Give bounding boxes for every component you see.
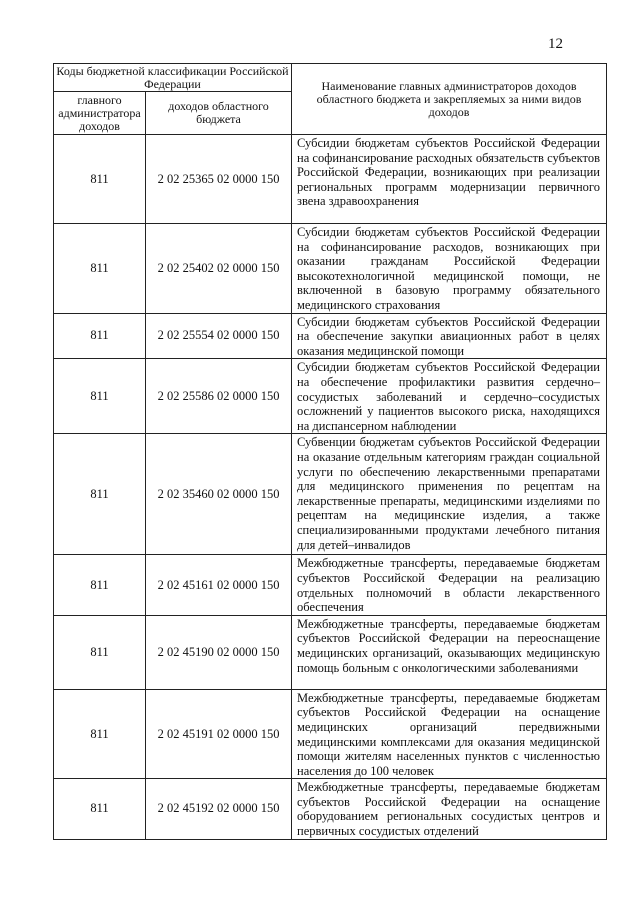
page-number: 12 bbox=[548, 36, 563, 52]
header-income-column: доходов областного бюджета bbox=[146, 92, 292, 135]
table-row bbox=[54, 313, 607, 359]
income-description: Межбюджетные трансферты, передаваемые бюджетам субъектов Российской Федерации на оснащение медицинских организаций передвижными медицинскими комплексами для оказания медицинской помощи жителям населенных пунктов с численностью населения до 100 человек bbox=[292, 689, 607, 779]
income-description: Субсидии бюджетам субъектов Российской Федерации на обеспечение профилактики развития сердечно–сосудистых заболеваний и сердечно–сосудистых осложнений у пациентов высокого риска, находящихся на диспансерном наблюдении bbox=[292, 359, 607, 434]
income-code: 2 02 25365 02 0000 150 bbox=[146, 135, 292, 224]
admin-code: 811 bbox=[54, 313, 146, 359]
table-row bbox=[54, 615, 607, 689]
header-admin-column: главного администратора доходов bbox=[54, 92, 146, 135]
income-description: Субсидии бюджетам субъектов Российской Федерации на обеспечение закупки авиационных работ в целях оказания медицинской помощи bbox=[292, 313, 607, 359]
table-row bbox=[54, 224, 607, 314]
admin-code: 811 bbox=[54, 779, 146, 839]
admin-code: 811 bbox=[54, 224, 146, 314]
table-row bbox=[54, 689, 607, 779]
admin-code: 811 bbox=[54, 135, 146, 224]
income-description: Межбюджетные трансферты, передаваемые бюджетам субъектов Российской Федерации на переоснащение медицинских организаций, оказывающих медицинскую помощь больным с онкологическими заболеваниями bbox=[292, 615, 607, 689]
table-row bbox=[54, 779, 607, 839]
income-code: 2 02 45161 02 0000 150 bbox=[146, 555, 292, 615]
income-code: 2 02 25402 02 0000 150 bbox=[146, 224, 292, 314]
income-code: 2 02 25586 02 0000 150 bbox=[146, 359, 292, 434]
income-description: Субвенции бюджетам субъектов Российской Федерации на оказание отдельным категориям граждан социальной услуги по обеспечению лекарственными препаратами для медицинского применения по рецептам на лекарственные препараты, медицинскими изделиями по рецептам на медицинские изделия, а также специализированными продуктами лечебного питания для детей–инвалидов bbox=[292, 434, 607, 555]
table-row bbox=[54, 135, 607, 224]
table-row bbox=[54, 359, 607, 434]
table-row bbox=[54, 434, 607, 555]
income-code: 2 02 35460 02 0000 150 bbox=[146, 434, 292, 555]
admin-code: 811 bbox=[54, 359, 146, 434]
admin-code: 811 bbox=[54, 615, 146, 689]
income-code: 2 02 45190 02 0000 150 bbox=[146, 615, 292, 689]
income-description: Межбюджетные трансферты, передаваемые бюджетам субъектов Российской Федерации на оснащение оборудованием региональных сосудистых центров и первичных сосудистых отделений bbox=[292, 779, 607, 839]
income-code: 2 02 45192 02 0000 150 bbox=[146, 779, 292, 839]
admin-code: 811 bbox=[54, 689, 146, 779]
admin-code: 811 bbox=[54, 555, 146, 615]
income-description: Субсидии бюджетам субъектов Российской Федерации на софинансирование расходных обязательств субъектов Российской Федерации, возникающих при реализации региональных программ модернизации первичного звена здравоохранения bbox=[292, 135, 607, 224]
income-description: Межбюджетные трансферты, передаваемые бюджетам субъектов Российской Федерации на реализацию отдельных полномочий в области лекарственного обеспечения bbox=[292, 555, 607, 615]
admin-code: 811 bbox=[54, 434, 146, 555]
header-codes-group: Коды бюджетной классификации Российской Федерации bbox=[54, 64, 292, 92]
income-code: 2 02 25554 02 0000 150 bbox=[146, 313, 292, 359]
header-name-column: Наименование главных администраторов доходов областного бюджета и закрепляемых за ними видов доходов bbox=[292, 64, 607, 135]
table-row bbox=[54, 555, 607, 615]
income-code: 2 02 45191 02 0000 150 bbox=[146, 689, 292, 779]
income-description: Субсидии бюджетам субъектов Российской Федерации на софинансирование расходов, возникающих при оказании гражданам Российской Федерации высокотехнологичной медицинской помощи, не включенной в базовую программу обязательного медицинского страхования bbox=[292, 224, 607, 314]
budget-codes-table bbox=[53, 63, 607, 840]
